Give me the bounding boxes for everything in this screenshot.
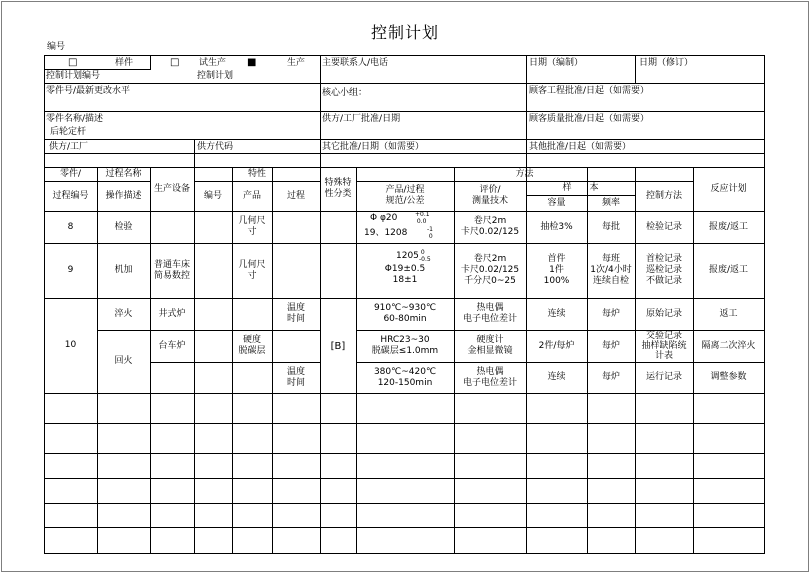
row8-product: 几何尺 寸 (238, 216, 266, 237)
row10a-control-method: 原始记录 (645, 308, 682, 319)
col-eval: 评价/ 测量技术 (471, 185, 508, 206)
supplier-plant-label: 供方/工厂 (49, 142, 89, 152)
row9-spec-l2: Φ19±0.5 18±1 (384, 264, 426, 285)
customer-eng-approval-label: 顾客工程批准/日起（如需要） (529, 86, 650, 96)
date-prepared-label: 日期（编制） (529, 58, 584, 68)
row10b-spec: HRC23~30 脱碳层≤1.0mm (371, 335, 439, 356)
col-op-desc: 操作描述 (105, 190, 142, 201)
row9-equipment: 普通车床 简易数控 (153, 259, 190, 281)
row9-name: 机加 (114, 265, 133, 275)
row10b-product: 硬度 脱碳层 (238, 335, 266, 356)
sample-checkbox[interactable]: □ (68, 57, 78, 68)
col-process: 过程 (286, 190, 305, 201)
customer-quality-approval-label: 顾客质量批准/日起（如需要） (529, 114, 650, 124)
col-special: 特殊特 性分类 (324, 178, 352, 199)
row8-freq: 每批 (601, 221, 620, 232)
row9-product: 几何尺 寸 (238, 259, 266, 281)
row8-spec-l2: 19、1208 (364, 228, 408, 238)
grid-line (44, 527, 765, 528)
row10c-measure: 热电偶 电子电位差计 (462, 366, 517, 388)
row10-no: 10 (64, 340, 77, 350)
supplier-plant-approval-label: 供方/工厂批准/日期 (322, 114, 401, 124)
col-product: 产品 (242, 190, 261, 201)
row10b-size: 2件/每炉 (538, 340, 575, 351)
row8-name: 检验 (114, 221, 133, 232)
col-size: 容量 (547, 197, 566, 208)
row9-freq: 每班 1次/4小时 连续自检 (590, 254, 632, 286)
row10b-freq: 每炉 (601, 340, 620, 351)
row8-spec-tol: +0.1 0.0 (415, 211, 430, 225)
col-process-no: 过程编号 (52, 190, 89, 201)
row10b-control-method: 交验记录 抽样缺陷统 计表 (641, 331, 687, 361)
sample-label: 样件 (115, 58, 134, 68)
other-approval-label: 其它批准/日期（如需要） (322, 142, 425, 152)
row10a-spec: 910℃~930℃ 60-80min (373, 303, 437, 324)
row8-reaction: 报废/返工 (708, 221, 749, 232)
row10c-process: 温度 时间 (286, 366, 305, 388)
row9-spec-main: 1205 (396, 251, 419, 261)
row10b-reaction: 隔离二次淬火 (701, 340, 756, 351)
row8-size: 抽检3% (540, 221, 573, 232)
grid-line (44, 453, 765, 454)
row10a-reaction: 返工 (719, 308, 738, 319)
part-name-label: 零件名称/描述 (46, 114, 104, 124)
number-label: 编号 (47, 42, 66, 52)
production-label: 生产 (287, 58, 306, 68)
grid-line (44, 111, 765, 112)
page-title: 控制计划 (370, 23, 439, 42)
row10a-size: 连续 (547, 308, 566, 319)
row10a-process: 温度 时间 (286, 303, 305, 324)
row10c-control-method: 运行记录 (645, 372, 682, 382)
date-revised-label: 日期（修订） (639, 58, 694, 68)
grid-line (320, 55, 321, 168)
col-characteristics: 特性 (247, 168, 266, 179)
row8-spec-tol2: -1 0 (427, 226, 433, 240)
row8-no: 8 (67, 221, 74, 232)
row10a-name: 淬火 (114, 308, 133, 319)
grid-line (44, 478, 765, 479)
col-reaction: 反应计划 (710, 183, 747, 194)
grid-line (526, 83, 527, 168)
supplier-code-label: 供方代码 (197, 142, 234, 152)
grid-line (44, 423, 765, 424)
col-control-method: 控制方法 (645, 190, 682, 201)
col-part: 零件/ (59, 168, 82, 179)
row9-size: 首件 1件 100% (543, 254, 570, 286)
grid-line (44, 393, 765, 394)
row10a-measure: 热电偶 电子电位差计 (462, 303, 517, 324)
core-team-label: 核心小组： (322, 88, 368, 98)
row9-measure: 卷尺2m 卡尺0.02/125 千分尺0~25 (460, 254, 520, 286)
row9-no: 9 (67, 265, 74, 275)
production-checkbox[interactable]: ■ (247, 57, 257, 68)
col-equipment: 生产设备 (153, 183, 190, 194)
col-sample: 样 本 (562, 182, 599, 193)
grid-line (150, 55, 151, 70)
row10-special-class: [B] (330, 340, 346, 352)
col-freq: 频率 (601, 197, 620, 208)
row9-reaction: 报废/返工 (708, 265, 749, 275)
row10a-freq: 每炉 (601, 308, 620, 319)
grid-line (44, 139, 765, 140)
row8-measure: 卷尺2m 卡尺0.02/125 (460, 216, 520, 237)
grid-line (44, 553, 765, 554)
trial-label: 试生产 (199, 58, 227, 68)
grid-line (764, 55, 765, 554)
grid-line (44, 153, 765, 154)
part-name-value: 后轮定杆 (50, 127, 87, 137)
row10c-size: 连续 (547, 372, 566, 382)
row9-control-method: 首检记录 巡检记录 不做记录 (645, 254, 682, 286)
row10a-equipment: 井式炉 (158, 308, 186, 319)
row10c-freq: 每炉 (601, 372, 620, 382)
col-method: 方法 (515, 168, 534, 179)
col-char-no: 编号 (203, 190, 222, 201)
row8-spec-main: Φ φ20 (370, 213, 398, 223)
control-plan-label: 控制计划 (197, 71, 234, 81)
control-plan-no-label: 控制计划编号 (46, 71, 101, 81)
main-contact-label: 主要联系人/电话 (322, 58, 389, 68)
trial-checkbox[interactable]: □ (170, 57, 180, 68)
col-process-name: 过程名称 (105, 168, 142, 179)
row8-control-method: 检验记录 (645, 221, 682, 232)
grid-line (44, 503, 765, 504)
grid-line (194, 167, 195, 554)
grid-line (194, 139, 195, 168)
grid-line (44, 83, 765, 84)
grid-line (635, 55, 636, 84)
part-no-label: 零件号/最新更改水平 (46, 86, 131, 96)
row10c-spec: 380℃~420℃ 120-150min (373, 366, 437, 388)
row10c-name: 回火 (114, 356, 133, 366)
grid-line (272, 167, 273, 554)
row10b-equipment: 台车炉 (158, 340, 186, 351)
row10b-measure: 硬度计 金相显微镜 (467, 335, 513, 356)
col-spec: 产品/过程 规范/公差 (385, 185, 425, 206)
grid-line (526, 55, 527, 84)
grid-line (44, 69, 151, 70)
row10c-reaction: 调整参数 (710, 372, 747, 382)
grid-line (44, 55, 765, 56)
other-approval2-label: 其他批准/日起（如需要） (529, 142, 632, 152)
row9-spec-tol: 0 -0.5 (419, 249, 431, 263)
